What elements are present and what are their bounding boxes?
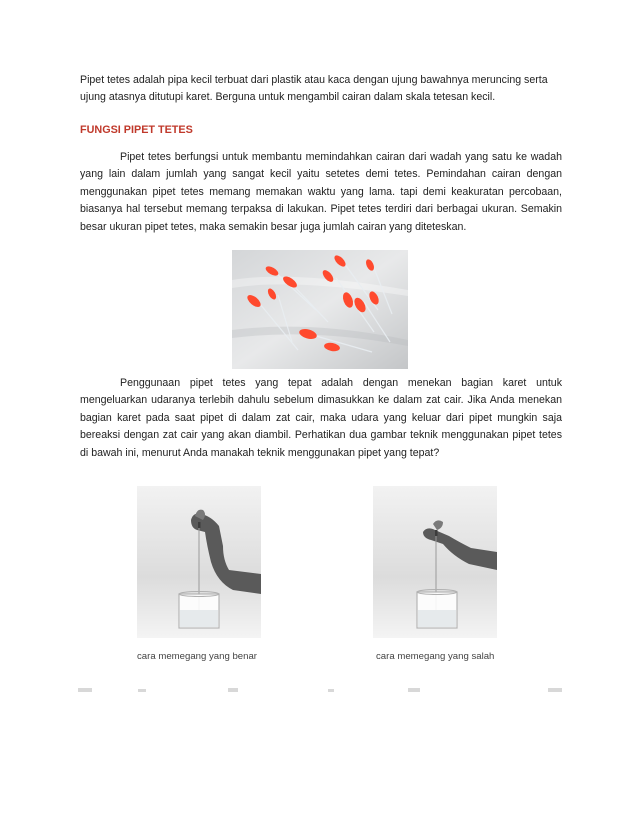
scan-artifact [78,686,562,694]
section-heading: FUNGSI PIPET TETES [80,124,193,136]
function-paragraph: Pipet tetes berfungsi untuk membantu memindahkan cairan dari wadah yang satu ke wadah yang lain dalam jumlah yang sangat kecil yaitu setetes demi tetes. Pemindahan cairan dengan menggunakan pipet tetes memang memakan waktu yang lama. tapi demi keakuratan percobaan, biasanya hal tersebut memang terpaksa di lakukan. Pipet tetes terdiri dari berbagai ukuran. Semakin besar ukuran pipet tetes, maka semakin besar juga jumlah cairan yang diteteskan. [80,151,562,233]
intro-paragraph: Pipet tetes adalah pipa kecil terbuat dari plastik atau kaca dengan ujung bawahnya meruncing serta ujung atasnya ditutupi karet. Berguna untuk mengambil cairan dalam skala tetesan kecil. [80,74,548,104]
pipettes-photo [232,250,408,369]
wrong-holding-photo [373,486,497,638]
wrong-caption: cara memegang yang salah [376,651,495,662]
correct-holding-photo [137,486,261,638]
correct-caption: cara memegang yang benar [137,651,257,662]
usage-paragraph: Penggunaan pipet tetes yang tepat adalah dengan menekan bagian karet untuk mengeluarkan udaranya terlebih dahulu sebelum dimasukkan ke dalam zat cair. Jika Anda menekan bagian karet pada saat pipet di dalam zat cair, maka udara yang keluar dari pipet mungkin saja bereaksi dengan zat cair yang akan diambil. Perhatikan dua gambar teknik menggunakan pipet tetes di bawah ini, menurut Anda manakah teknik menggunakan pipet yang tepat? [80,377,562,459]
